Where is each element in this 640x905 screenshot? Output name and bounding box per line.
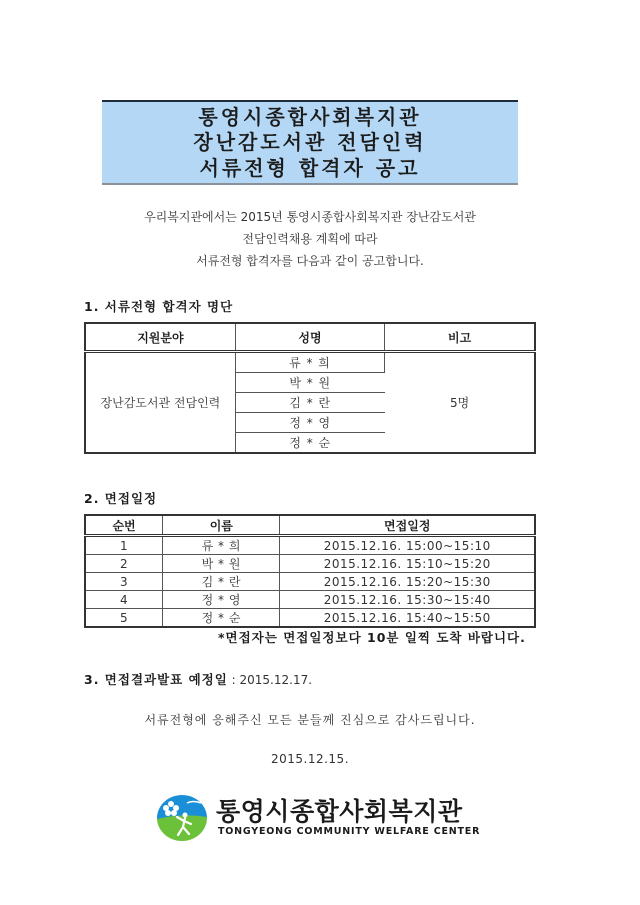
number-cell: 2 <box>85 555 163 573</box>
table-row <box>85 591 535 609</box>
name-cell: 박 * 원 <box>235 373 384 393</box>
passed-applicants-table <box>84 322 536 454</box>
intro-paragraph <box>0 206 620 272</box>
table-row <box>85 555 535 573</box>
section1-heading: 1. 서류전형 합격자 명단 <box>84 299 234 314</box>
title-line-notice: 서류전형 합격자 공고 <box>199 156 421 181</box>
intro-line: 서류전형 합격자를 다음과 같이 공고합니다. <box>196 254 424 268</box>
number-cell: 5 <box>85 609 163 628</box>
title-box <box>102 100 518 185</box>
title-line-org: 통영시종합사회복지관 <box>198 104 422 129</box>
schedule-cell: 2015.12.16. 15:10~15:20 <box>280 555 535 573</box>
table-row <box>85 609 535 628</box>
name-cell: 정 * 영 <box>235 413 384 433</box>
column-header-number: 순번 <box>85 515 163 536</box>
intro-line: 우리복지관에서는 2015년 통영시종합사회복지관 장난감도서관 <box>144 210 476 224</box>
number-cell: 3 <box>85 573 163 591</box>
name-cell: 류 * 희 <box>163 536 280 555</box>
name-cell: 류 * 희 <box>235 352 384 373</box>
column-header-schedule: 면접일정 <box>280 515 535 536</box>
schedule-cell: 2015.12.16. 15:40~15:50 <box>323 610 491 625</box>
schedule-cell: 2015.12.16. 15:20~15:30 <box>280 573 535 591</box>
column-header-name: 이름 <box>163 515 280 536</box>
result-announcement-date: 2015.12.17. <box>239 673 313 687</box>
table-row <box>85 352 535 373</box>
section3-line <box>84 670 312 688</box>
name-cell: 정 * 영 <box>163 591 280 609</box>
column-header-remark: 비고 <box>385 323 535 352</box>
schedule-cell: 2015.12.16. 15:30~15:40 <box>280 591 535 609</box>
logo-name-english: TONGYEONG COMMUNITY WELFARE CENTER <box>218 826 481 837</box>
notice-date: 2015.12.15. <box>270 752 350 766</box>
section3-heading: 3. 면접결과발표 예정일 <box>84 672 228 687</box>
number-cell: 1 <box>85 536 163 555</box>
arrival-note: *면접자는 면접일정보다 10분 일찍 도착 바랍니다. <box>218 630 526 645</box>
thanks-message: 서류전형에 응해주신 모든 분들께 진심으로 감사드립니다. <box>144 713 476 727</box>
welfare-center-logo-icon <box>157 795 207 841</box>
title-line-position: 장난감도서관 전담인력 <box>193 130 427 155</box>
interview-schedule-table <box>84 514 536 628</box>
name-cell: 정 * 순 <box>289 436 332 450</box>
remark-cell: 5명 <box>449 396 470 410</box>
field-cell: 장난감도서관 전담인력 <box>85 352 235 454</box>
section3-separator: : <box>227 673 240 687</box>
name-cell: 정 * 순 <box>163 609 280 628</box>
name-cell: 박 * 원 <box>163 555 280 573</box>
column-header-field: 지원분야 <box>85 323 235 352</box>
section2-heading: 2. 면접일정 <box>84 491 158 506</box>
schedule-cell: 2015.12.16. 15:00~15:10 <box>280 536 535 555</box>
column-header-name: 성명 <box>235 323 384 352</box>
name-cell: 김 * 란 <box>235 393 384 413</box>
number-cell: 4 <box>85 591 163 609</box>
logo-name-korean: 통영시종합사회복지관 <box>216 797 463 826</box>
name-cell: 김 * 란 <box>163 573 280 591</box>
table-row <box>85 536 535 555</box>
intro-line: 전담인력채용 계획에 따라 <box>242 232 378 246</box>
table-row <box>85 573 535 591</box>
